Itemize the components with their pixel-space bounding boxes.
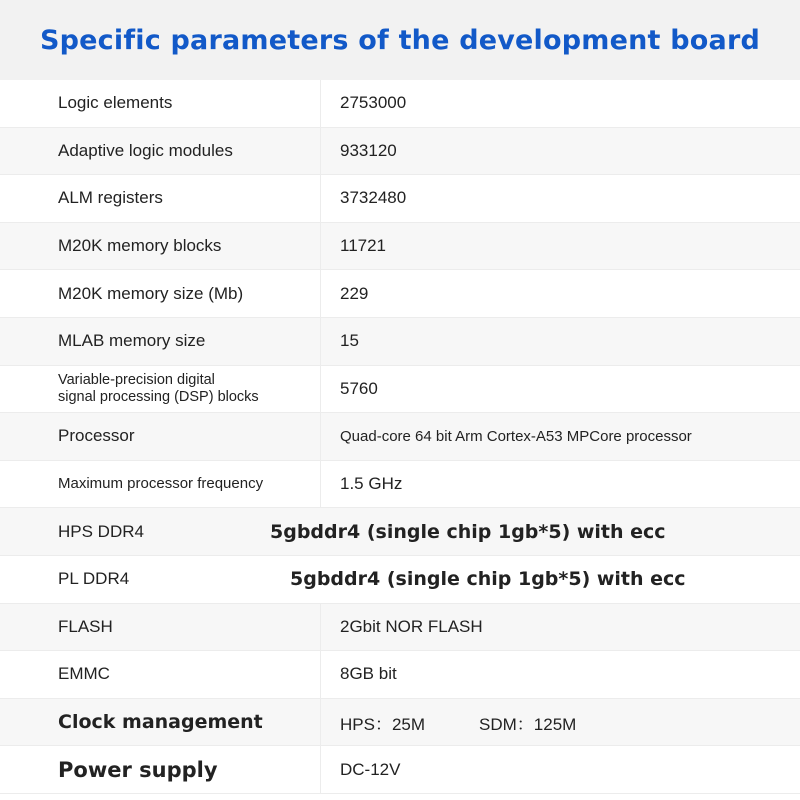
row-value: 11721 bbox=[340, 236, 387, 256]
row-label: Logic elements bbox=[58, 93, 173, 113]
row-value: 2Gbit NOR FLASH bbox=[340, 616, 483, 636]
row-label: FLASH bbox=[58, 616, 113, 636]
row-value: 8GB bit bbox=[340, 664, 397, 684]
table-row bbox=[0, 270, 800, 318]
row-value: 1.5 GHz bbox=[340, 474, 403, 494]
column-divider bbox=[320, 699, 321, 746]
row-label: M20K memory size (Mb) bbox=[58, 283, 244, 303]
table-row bbox=[0, 699, 800, 747]
table-row bbox=[0, 80, 800, 128]
column-divider bbox=[320, 413, 321, 460]
column-divider bbox=[320, 318, 321, 365]
row-value: 2753000 bbox=[340, 93, 407, 113]
table-row bbox=[0, 128, 800, 176]
row-label: ALM registers bbox=[58, 188, 163, 208]
column-divider bbox=[320, 366, 321, 413]
row-label: Clock management bbox=[58, 711, 263, 734]
row-label: M20K memory blocks bbox=[58, 236, 222, 256]
row-label bbox=[0, 372, 320, 406]
row-value: 5gbddr4 (single chip 1gb*5) with ecc bbox=[290, 568, 686, 591]
table-row bbox=[0, 604, 800, 652]
row-label: Adaptive logic modules bbox=[58, 140, 233, 160]
row-label: EMMC bbox=[58, 664, 110, 684]
table-row bbox=[0, 746, 800, 794]
row-value: 5760 bbox=[340, 378, 378, 398]
table-row bbox=[0, 318, 800, 366]
row-value: 5gbddr4 (single chip 1gb*5) with ecc bbox=[270, 520, 666, 543]
row-value bbox=[320, 710, 576, 735]
column-divider bbox=[320, 175, 321, 222]
row-label: HPS DDR4 bbox=[58, 521, 144, 541]
clock-sdm-value: SDM：125M bbox=[479, 714, 577, 734]
table-row bbox=[0, 413, 800, 461]
row-label: PL DDR4 bbox=[58, 569, 130, 589]
row-value: DC-12V bbox=[340, 759, 401, 779]
column-divider bbox=[320, 223, 321, 270]
table-row bbox=[0, 651, 800, 699]
title-banner bbox=[0, 0, 800, 80]
row-value: 15 bbox=[340, 331, 359, 351]
column-divider bbox=[320, 604, 321, 651]
row-label-line: Variable-precision digital bbox=[58, 371, 215, 388]
row-label-line: signal processing (DSP) blocks bbox=[58, 388, 259, 405]
row-label: MLAB memory size bbox=[58, 331, 206, 351]
column-divider bbox=[320, 746, 321, 793]
row-value: 229 bbox=[340, 283, 369, 303]
column-divider bbox=[320, 651, 321, 698]
table-row bbox=[0, 508, 800, 556]
table-row bbox=[0, 223, 800, 271]
table-row bbox=[0, 366, 800, 414]
page-title: Specific parameters of the development board bbox=[39, 24, 760, 56]
column-divider bbox=[320, 270, 321, 317]
row-value: 933120 bbox=[340, 140, 397, 160]
column-divider bbox=[320, 128, 321, 175]
row-label: Processor bbox=[58, 426, 135, 446]
column-divider bbox=[320, 461, 321, 508]
clock-hps-value: HPS：25M bbox=[340, 714, 426, 734]
row-label: Maximum processor frequency bbox=[58, 475, 264, 493]
table-row bbox=[0, 175, 800, 223]
column-divider bbox=[320, 80, 321, 127]
row-value: 3732480 bbox=[340, 188, 407, 208]
table-row bbox=[0, 461, 800, 509]
table-row bbox=[0, 556, 800, 604]
row-value: Quad-core 64 bit Arm Cortex-A53 MPCore processor bbox=[340, 427, 692, 445]
row-label: Power supply bbox=[58, 757, 218, 782]
parameters-table bbox=[0, 80, 800, 794]
